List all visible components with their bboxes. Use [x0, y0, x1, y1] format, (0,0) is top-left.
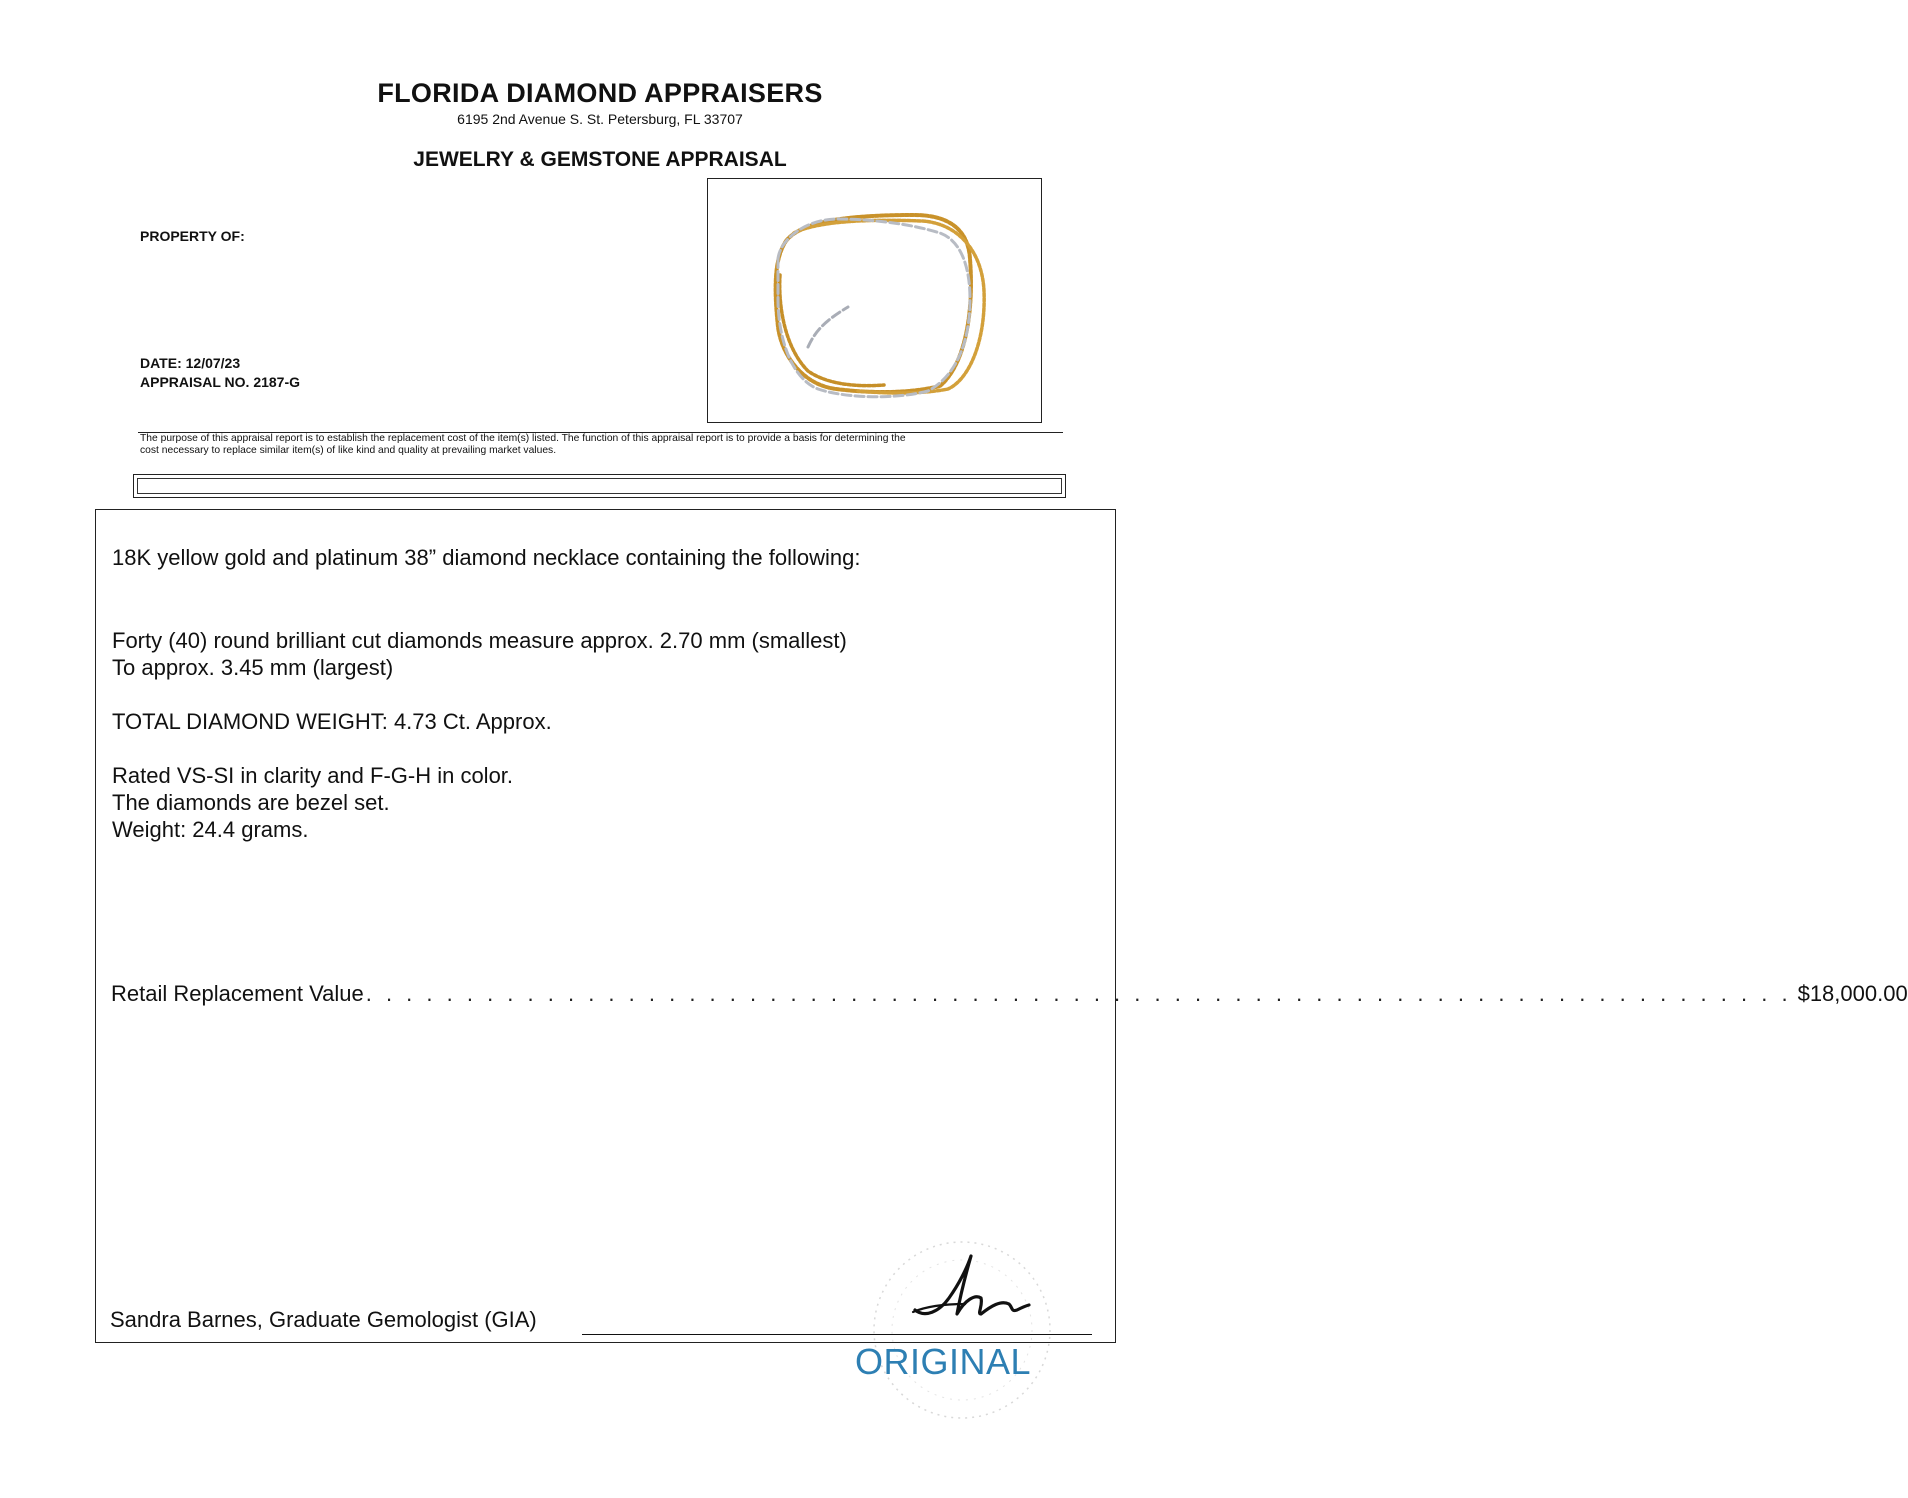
company-name: FLORIDA DIAMOND APPRAISERS [377, 78, 823, 108]
replacement-value-amount: $18,000.00 [1797, 981, 1908, 1006]
signature-line [582, 1334, 1092, 1335]
document-title: JEWELRY & GEMSTONE APPRAISAL [413, 148, 787, 171]
diamonds-line-2: To approx. 3.45 mm (largest) [112, 655, 394, 680]
replacement-value-line [111, 981, 1908, 1007]
purpose-statement [140, 433, 1060, 457]
purpose-line-1: The purpose of this appraisal report is to establish the replacement cost of the item(s) listed. The function of this appraisal report is to provide a basis for determining the [140, 433, 906, 444]
diamonds-line-1: Forty (40) round brilliant cut diamonds measure approx. 2.70 mm (smallest) [112, 628, 847, 653]
item-photo-frame [707, 178, 1042, 423]
company-address: 6195 2nd Avenue S. St. Petersburg, FL 33707 [457, 111, 743, 127]
appraisal-date: DATE: 12/07/23 [140, 355, 241, 371]
setting-type: The diamonds are bezel set. [112, 790, 390, 815]
handwritten-signature [905, 1248, 1035, 1333]
necklace-photo [708, 179, 1040, 421]
item-heading: 18K yellow gold and platinum 38” diamond necklace containing the following: [112, 545, 861, 570]
separator-bar-inner [137, 478, 1062, 494]
appraisal-number: APPRAISAL NO. 2187-G [140, 374, 301, 390]
replacement-value-label: Retail Replacement Value [111, 981, 364, 1006]
original-stamp: ORIGINAL [855, 1341, 1032, 1382]
total-diamond-weight: TOTAL DIAMOND WEIGHT: 4.73 Ct. Approx. [112, 709, 552, 734]
quality-rating: Rated VS-SI in clarity and F-G-H in color. [112, 763, 514, 788]
purpose-line-2: cost necessary to replace similar item(s) of like kind and quality at prevailing market values. [140, 445, 557, 456]
dot-leader: . . . . . . . . . . . . . . . . . . . . . . . . . . . . . . . . . . . . . . . . . . . . . . . . . . . . . . . . . . . . . . . . . . . . . . . [365, 981, 1792, 1006]
item-weight: Weight: 24.4 grams. [112, 817, 309, 842]
signer-name: Sandra Barnes, Graduate Gemologist (GIA) [110, 1307, 537, 1332]
property-of-label: PROPERTY OF: [140, 228, 245, 244]
